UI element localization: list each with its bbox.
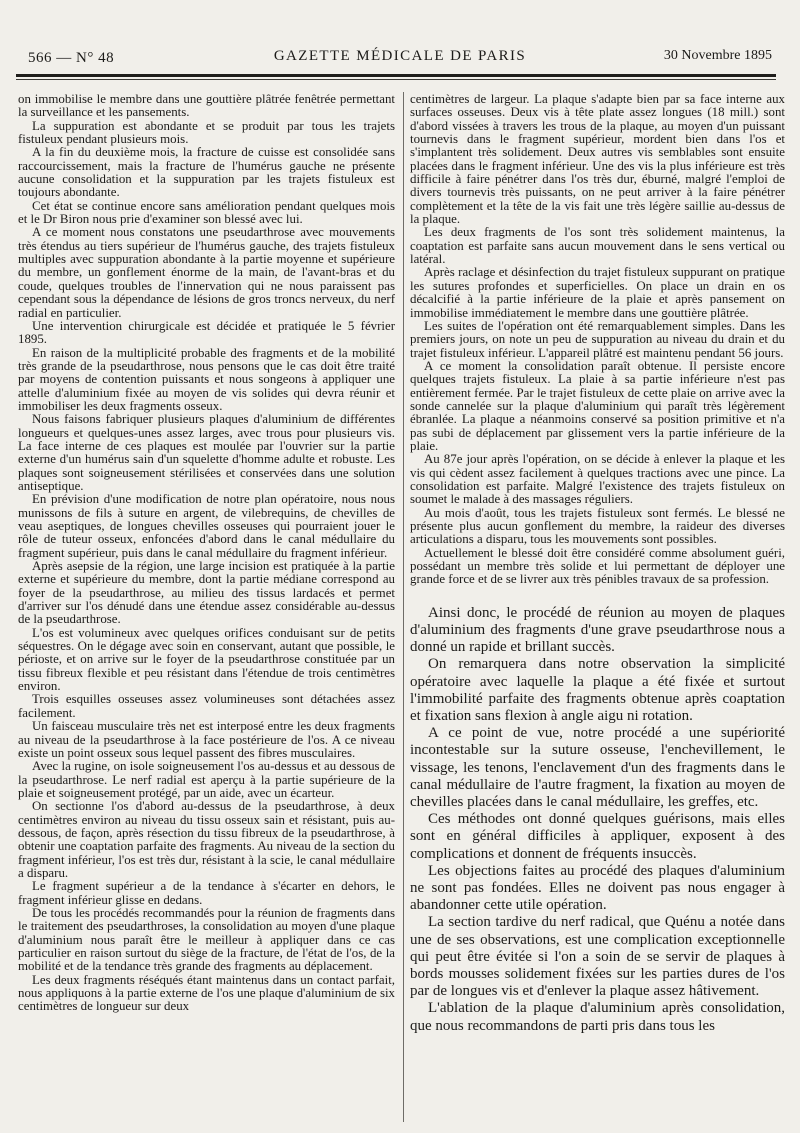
paragraph-large: On remarquera dans notre observation la simplicité opératoire avec laquelle la plaque a été fixée et surtout l'immobilité parfaite des fragments obtenue après coaptation et fixation sans flexion à angle aigu ni rotation. xyxy=(410,656,785,724)
paragraph: On sectionne l'os d'abord au-dessus de la pseudarthrose, à deux centimètres environ au niveau du tissu osseux sain et résistant, puis au-dessous, de façon, après résection du tissu fibreux de la pseudarthrose, à obtenir une coaptation parfaite des fragments. Au niveau de la section du fragment inférieur, l'os est très dur, résistant à la scie, le canal médullaire a disparu. xyxy=(18,799,395,880)
paragraph: on immobilise le membre dans une gouttière plâtrée fenêtrée permettant la surveillance et les pansements. xyxy=(18,93,395,120)
column-divider xyxy=(403,92,404,1122)
page-header xyxy=(28,46,772,70)
paragraph: Les deux fragments réséqués étant maintenus dans un contact parfait, nous appliquons à la partie externe de l'os une plaque d'aluminium de six centimètres de longueur sur deux xyxy=(18,972,395,1014)
paragraph: Avec la rugine, on isole soigneusement l'os au-dessus et au dessous de la pseudarthrose. Le nerf radial est aperçu à la partie supérieure de la plaie et soigneusement protégé, par un aide, avec un écarteur. xyxy=(18,759,395,800)
paragraph: En prévision d'une modification de notre plan opératoire, nous nous munissons de fils à suture en argent, de vilebrequins, de chevilles de veau aseptiques, de longues chevilles osseuses qui pourraient jouer le rôle de tuteur osseux, enfoncées d'abord dans le canal médullaire du fragment supérieur, puis dans le canal médullaire du fragment inférieur. xyxy=(18,492,395,560)
paragraph-large: La section tardive du nerf radical, que Quénu a notée dans une de ses observations, est une complication exceptionnelle qui peut être évitée si l'on a soin de se servir de plaques à bords mousses solidement fixées sur les parties dures de l'os par de longues vis et d'enlever la plaque assez hâtivement. xyxy=(410,914,785,1000)
journal-title: GAZETTE MÉDICALE DE PARIS xyxy=(273,48,527,64)
left-column xyxy=(18,93,395,1128)
paragraph: Une intervention chirurgicale est décidée et pratiquée le 5 février 1895. xyxy=(18,318,395,347)
paragraph: La suppuration est abondante et se produit par tous les trajets fistuleux pendant plusieurs mois. xyxy=(18,118,395,147)
paragraph: Les deux fragments de l'os sont très solidement maintenus, la coaptation est parfaite sans aucun mouvement dans le sens vertical ou latéral. xyxy=(410,225,785,267)
paragraph: A la fin du deuxième mois, la fracture de cuisse est consolidée sans raccourcissement, mais la fracture de l'humérus gauche ne présente aucune consolidation et la suppuration par les trajets fistuleux est toujours abondante. xyxy=(18,145,395,200)
paragraph-large: Les objections faites au procédé des plaques d'aluminium ne sont pas fondées. Elles ne doivent pas nous engager à abandonner cette utile opération. xyxy=(410,862,785,914)
right-column xyxy=(410,93,785,1128)
header-rule-thick xyxy=(16,74,776,77)
paragraph: A ce moment la consolidation paraît obtenue. Il persiste encore quelques trajets fistuleux. La plaie à sa partie inférieure n'est pas entièrement fermée. Par le trajet fistuleux de cette plaie on arrive avec la sonde cannelée sur la plaque d'aluminium qui paraît très légèrement ébranlée. La plaque a néanmoins conservé sa position primitive et n'a pas subi de déplacement par glissement vers la partie inférieure de la plaie. xyxy=(410,358,785,453)
paragraph: Les suites de l'opération ont été remarquablement simples. Dans les premiers jours, on note un peu de suppuration au niveau du drain et du trajet fistuleux inférieur. L'appareil plâtré est maintenu pendant 56 jours. xyxy=(410,318,785,360)
issue-date: 30 Novembre 1895 xyxy=(663,48,772,63)
paragraph: Actuellement le blessé doit être considéré comme absolument guéri, possédant un membre très solide et lui permettant de déployer une grande force et de se livrer aux très pénibles travaux de sa profession. xyxy=(410,545,785,587)
paragraph: Au 87e jour après l'opération, on se décide à enlever la plaque et les vis qui cèdent assez facilement à quelques tractions avec une pince. La consolidation est parfaite. Malgré l'existence des trajets fistuleux on soumet le malade à des massages réguliers. xyxy=(410,452,785,507)
paragraph: Cet état se continue encore sans amélioration pendant quelques mois et le Dr Biron nous prie d'examiner son blessé avec lui. xyxy=(18,198,395,227)
paragraph: Trois esquilles osseuses assez volumineuses sont détachées assez facilement. xyxy=(18,692,395,720)
paragraph: De tous les procédés recommandés pour la réunion de fragments dans le traitement des pseudarthroses, la consolidation au moyen d'une plaque d'aluminium nous paraît être le meilleur à appliquer dans ce cas particulier en raison surtout du siège de la fracture, de l'état de l'os, de la mobilité et de la tendance très grande des fragments au déplacement. xyxy=(18,905,395,974)
paragraph-large: L'ablation de la plaque d'aluminium après consolidation, que nous recommandons de parti pris dans tous les xyxy=(410,1000,785,1034)
paragraph: L'os est volumineux avec quelques orifices conduisant sur de petits séquestres. On le dégage avec soin en conservant, autant que possible, le périoste, et on arrive sur le foyer de la pseudarthrose constituée par un tissu fibreux flexible et peu résistant dans l'étendue de trois centimètres environ. xyxy=(18,625,395,694)
header-rule-thin xyxy=(16,79,776,80)
paragraph: En raison de la multiplicité probable des fragments et de la mobilité très grande de la pseudarthrose, nous pensons que le cas doit être traité par moyens de contention puissants et nous songeons à appliquer une attelle d'aluminium fixée au moyen de vis solides qui devra réunir et immobiliser les deux fragments osseux. xyxy=(18,345,395,413)
paragraph: Nous faisons fabriquer plusieurs plaques d'aluminium de différentes longueurs et quelques-unes assez larges, avec trous pour plusieurs vis. La face interne de ces plaques est moulée par l'ouvrier sur la partie externe d'un humérus sain d'un squelette d'homme adulte et robuste. Les plaques sont soigneusement stérilisées et conservées dans une solution antiseptique. xyxy=(18,412,395,493)
paragraph: Après asepsie de la région, une large incision est pratiquée à la partie externe et supérieure du membre, dont la partie médiane correspond au foyer de la pseudarthrose, au milieu des tissus lardacés et permet d'arriver sur l'os dénudé dans une étendue assez considérable au-dessus de la pseudarthrose. xyxy=(18,559,395,627)
paragraph: centimètres de largeur. La plaque s'adapte bien par sa face interne aux surfaces osseuses. Deux vis à tête plate assez longues (18 mill.) sont d'abord vissées à travers les trous de la plaque, au moyen d'un puissant tournevis dans le fragment supérieur, mordent bien dans l'os et s'implantent très solidement. Deux autres vis semblables sont ensuite placées dans le fragment inférieur. Une des vis la plus inférieure est très difficile à faire pénétrer dans l'os très dur, éburné, malgré l'emploi de divers tournevis très puissants, on ne peut arriver à la faire pénétrer complètement et la tête de la vis fait une très légère saillie au-dessus de la plaque. xyxy=(410,93,785,227)
paragraph: Le fragment supérieur a de la tendance à s'écarter en dehors, le fragment inférieur glisse en dedans. xyxy=(18,879,395,907)
paragraph: Après raclage et désinfection du trajet fistuleux suppurant on pratique les sutures profondes et superficielles. On place un drain en os décalcifié à la partie inférieure de la plaie et après pansement on immobilise immédiatement le membre dans une gouttière plâtrée. xyxy=(410,265,785,320)
paragraph: Au mois d'août, tous les trajets fistuleux sont fermés. Le blessé ne présente plus aucun gonflement du membre, la raideur des diverses articulations a disparu, tous les mouvements sont possibles. xyxy=(410,505,785,547)
paragraph: Un faisceau musculaire très net est interposé entre les deux fragments au niveau de la pseudarthrose à la face postérieure de l'os. A ce niveau existe un point osseux sous lequel passent des fibres musculaires. xyxy=(18,719,395,760)
paragraph: A ce moment nous constatons une pseudarthrose avec mouvements très étendus au tiers supérieur de l'humérus gauche, des trajets fistuleux multiples avec suppuration abondante à la partie moyenne et supérieure du membre, un gonflement énorme de la main, de l'avant-bras et du coude, quelques troubles de l'innervation qui ne nous paraissent pas cependant sous la dépendance de lésions de gros troncs nerveux, du nerf radial en particulier. xyxy=(18,225,395,320)
paragraph-large: A ce point de vue, notre procédé a une supériorité incontestable sur la suture osseuse, l'enchevillement, le vissage, les tenons, l'enclavement d'un des fragments dans le canal médullaire de l'autre fragment, la fixation au moyen de chevilles placées dans le canal médullaire, les greffes, etc. xyxy=(410,725,785,810)
paragraph-large: Ainsi donc, le procédé de réunion au moyen de plaques d'aluminium des fragments d'une grave pseudarthrose nous a donné un rapide et brillant succès. xyxy=(410,604,785,656)
paragraph-large: Ces méthodes ont donné quelques guérisons, mais elles sont en général difficiles à appliquer, exposent à des complications et donnent de fréquents insuccès. xyxy=(410,811,785,862)
section-break xyxy=(410,587,785,605)
page-number: 566 — N° 48 xyxy=(28,50,115,66)
